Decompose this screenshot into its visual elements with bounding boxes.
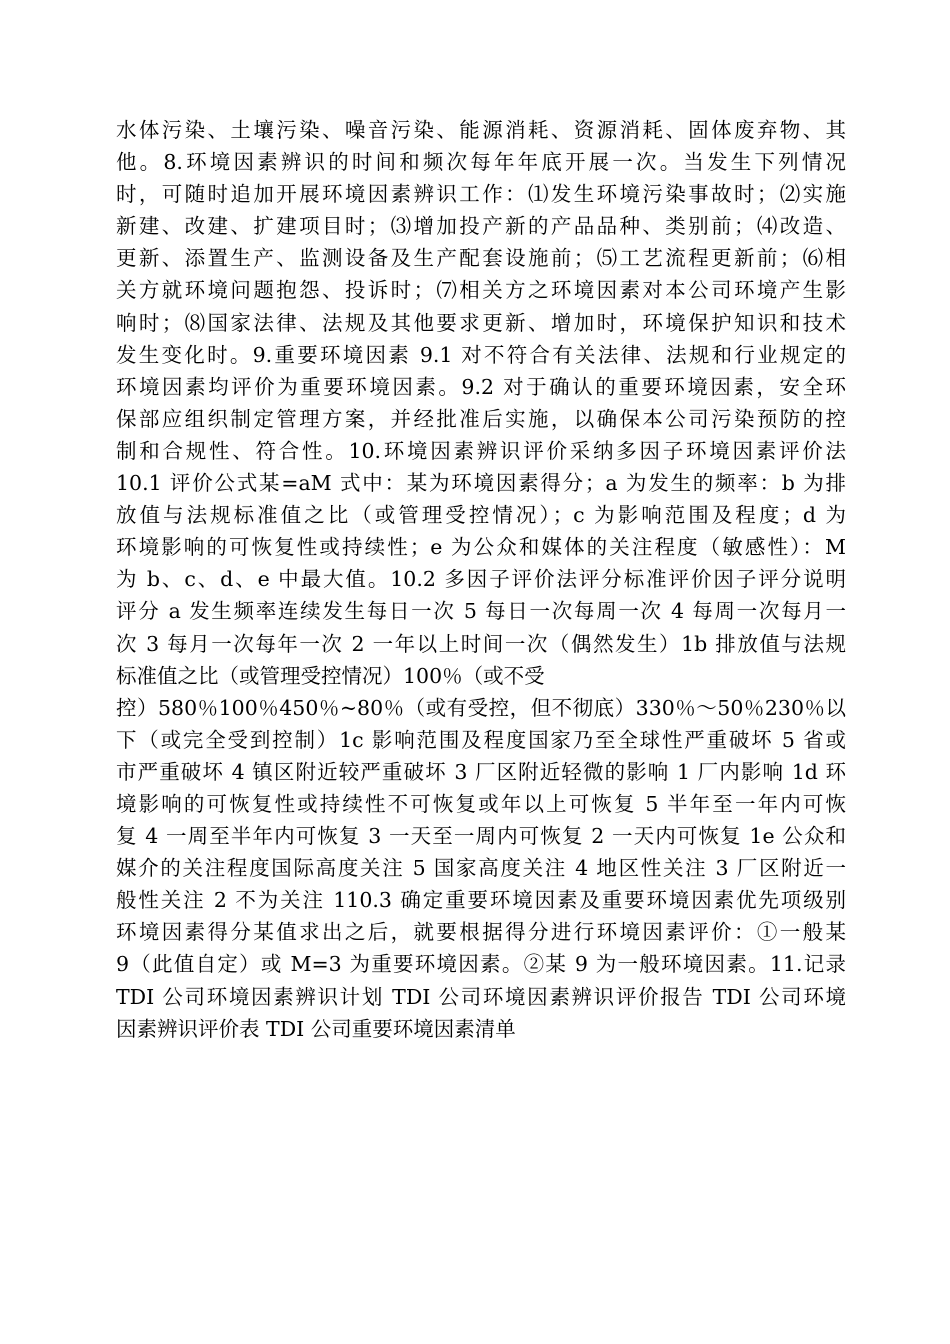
text-line: 次 3 每月一次每年一次 2 一年以上时间一次（偶然发生）1b 排放值与法规 (116, 631, 846, 656)
text-line: 控）580％100％450％~80％（或有受控，但不彻底）330％～50％230％以 (116, 695, 846, 720)
text-line: 下（或完全受到控制）1c 影响范围及程度国家乃至全球性严重破坏 5 省或 (116, 727, 846, 752)
text-line: 放值与法规标准值之比（或管理受控情况）；c 为影响范围及程度；d 为 (116, 503, 846, 528)
text-line: 制和合规性、符合性。10.环境因素辨识评价采纳多因子环境因素评价法 (116, 438, 846, 463)
text-line: 时，可随时追加开展环境因素辨识工作：⑴发生环境污染事故时；⑵实施 (116, 182, 846, 207)
text-line: 标准值之比（或管理受控情况）100％（或不受 (116, 663, 545, 688)
text-line: 响时；⑻国家法律、法规及其他要求更新、增加时，环境保护知识和技术 (116, 310, 846, 335)
text-line: TDI 公司环境因素辨识计划 TDI 公司环境因素辨识评价报告 TDI 公司环境 (116, 984, 846, 1009)
text-line: 发生变化时。9.重要环境因素 9.1 对不符合有关法律、法规和行业规定的 (116, 342, 846, 367)
text-line: 环境影响的可恢复性或持续性；e 为公众和媒体的关注程度（敏感性）：M (116, 535, 846, 560)
text-line: 评分 a 发生频率连续发生每日一次 5 每日一次每周一次 4 每周一次每月一 (116, 599, 846, 624)
text-line: 他。8.环境因素辨识的时间和频次每年年底开展一次。当发生下列情况 (116, 150, 846, 175)
text-line: 水体污染、土壤污染、噪音污染、能源消耗、资源消耗、固体废弃物、其 (116, 118, 846, 142)
text-line: 般性关注 2 不为关注 110.3 确定重要环境因素及重要环境因素优先项级别 (116, 888, 846, 913)
text-line: 复 4 一周至半年内可恢复 3 一天至一周内可恢复 2 一天内可恢复 1e 公众和 (116, 824, 846, 849)
text-line: 环境因素均评价为重要环境因素。9.2 对于确认的重要环境因素，安全环 (116, 374, 846, 399)
text-line: 保部应组织制定管理方案，并经批准后实施，以确保本公司污染预防的控 (116, 406, 846, 431)
text-line: 境影响的可恢复性或持续性不可恢复或年以上可恢复 5 半年至一年内可恢 (116, 791, 846, 816)
text-line: 更新、添置生产、监测设备及生产配套设施前；⑸工艺流程更新前；⑹相 (116, 246, 846, 271)
text-line: 9（此值自定）或 M=3 为重要环境因素。②某 9 为一般环境因素。11.记录 (116, 952, 846, 977)
text-line: 为 b、c、d、e 中最大值。10.2 多因子评价法评分标准评价因子评分说明 (116, 567, 846, 592)
text-line: 新建、改建、扩建项目时；⑶增加投产新的产品品种、类别前；⑷改造、 (116, 214, 846, 239)
body-text (116, 114, 846, 1045)
text-line: 媒介的关注程度国际高度关注 5 国家高度关注 4 地区性关注 3 厂区附近一 (116, 856, 846, 881)
text-line: 环境因素得分某值求出之后，就要根据得分进行环境因素评价：①一般某 (116, 920, 846, 945)
text-line: 市严重破坏 4 镇区附近较严重破坏 3 厂区附近轻微的影响 1 厂内影响 1d 环 (116, 759, 846, 784)
text-line: 关方就环境问题抱怨、投诉时；⑺相关方之环境因素对本公司环境产生影 (116, 278, 846, 303)
text-line: 10.1 评价公式某=aM 式中：某为环境因素得分；a 为发生的频率：b 为排 (116, 471, 846, 496)
text-line: 因素辨识评价表 TDI 公司重要环境因素清单 (116, 1016, 516, 1041)
